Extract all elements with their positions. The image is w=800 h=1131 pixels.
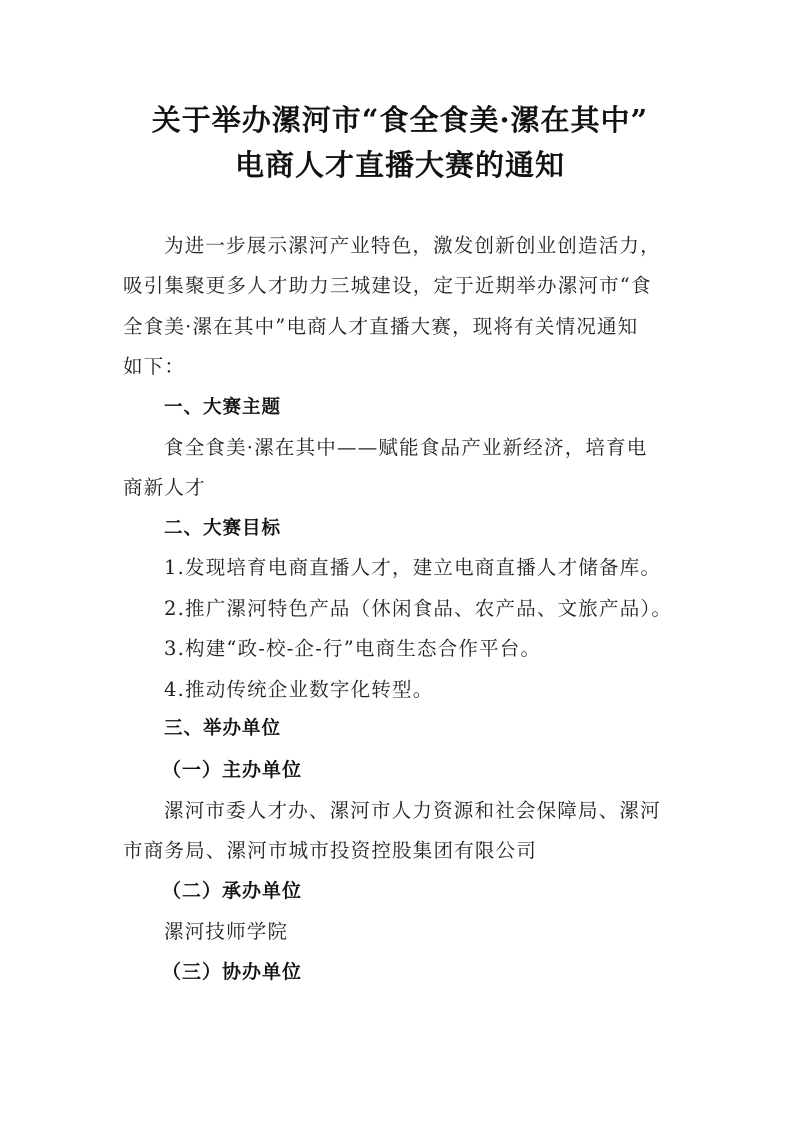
section-heading-goals: 二、大赛目标 <box>164 518 282 539</box>
document-title-line-1: 关于举办漯河市“食全食美·漯在其中” <box>151 103 649 137</box>
intro-line-2: 吸引集聚更多人才助力三城建设，定于近期举办漯河市“食 <box>123 274 652 297</box>
section-heading-organizers: 三、举办单位 <box>164 718 282 739</box>
section-heading-theme: 一、大赛主题 <box>164 397 282 418</box>
theme-line-2: 商新人才 <box>123 476 206 499</box>
goal-item-1: 1.发现培育电商直播人才，建立电商直播人才储备库。 <box>164 556 662 579</box>
goal-item-2: 2.推广漯河特色产品（休闲食品、农产品、文旅产品）。 <box>164 597 673 620</box>
intro-line-1: 为进一步展示漯河产业特色，激发创新创业创造活力， <box>164 234 661 257</box>
host-heading: （一）主办单位 <box>162 759 303 781</box>
goal-item-4: 4.推动传统企业数字化转型。 <box>164 678 434 701</box>
intro-line-4: 如下： <box>123 355 186 378</box>
host-line-2: 市商务局、漯河市城市投资控股集团有限公司 <box>123 839 538 862</box>
organizer-name: 漯河技师学院 <box>164 920 289 943</box>
goal-item-3: 3.构建“政-校-企-行”电商生态合作平台。 <box>164 637 542 660</box>
document-title-line-2: 电商人才直播大赛的通知 <box>234 148 565 182</box>
intro-line-3: 全食美·漯在其中”电商人才直播大赛，现将有关情况通知 <box>123 315 639 338</box>
co-organizer-heading: （三）协办单位 <box>162 961 303 983</box>
organizer-heading: （二）承办单位 <box>162 880 303 902</box>
host-line-1: 漯河市委人才办、漯河市人力资源和社会保障局、漯河 <box>164 799 661 822</box>
theme-line-1: 食全食美·漯在其中——赋能食品产业新经济，培育电 <box>164 436 648 459</box>
